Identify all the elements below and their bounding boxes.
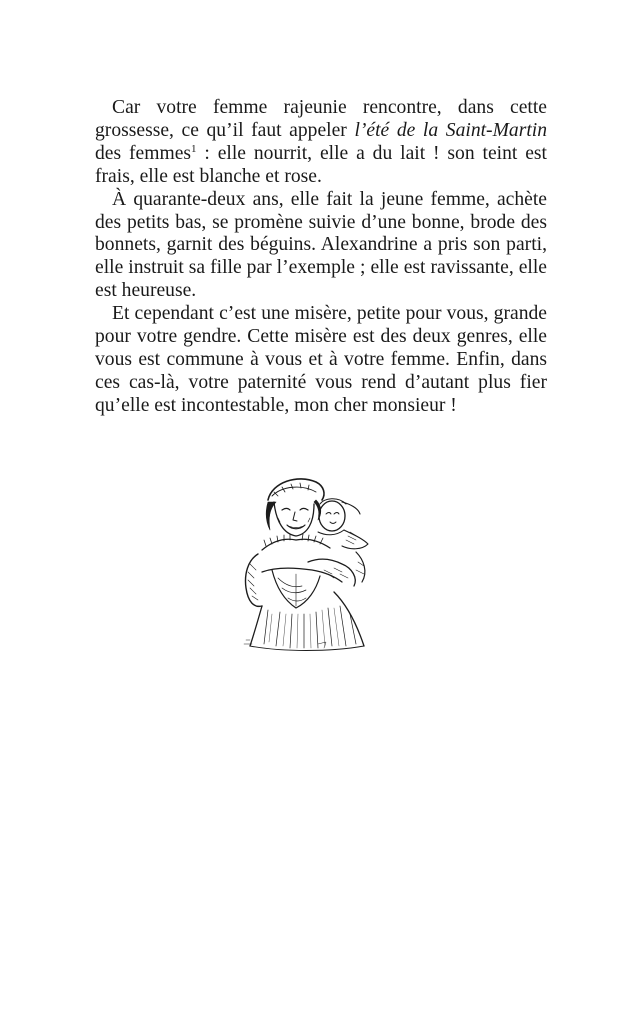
- paragraph-1-tail: : elle nourrit, elle a du lait ! son teint est frais, elle est blanche et rose.: [95, 142, 547, 187]
- paragraph-2: À quarante-deux ans, elle fait la jeune femme, achète des petits bas, se promène suivie d’une bonne, brode des bonnets, garnit des béguins. Alexandrine a pris son parti, elle instruit sa fille par l’exemple ; elle est ravissante, elle est heureuse.: [95, 188, 547, 302]
- paragraph-1: [95, 97, 547, 189]
- paragraph-1-middle: des femmes: [95, 142, 192, 164]
- body-text: [95, 97, 547, 418]
- paragraph-3: Et cependant c’est une misère, petite pour vous, grande pour votre gendre. Cette misère est des deux genres, elle vous est commune à vous et à votre femme. Enfin, dans ces cas-là, votre paternité vous rend d’autant plus fier qu’elle est incontestable, mon cher monsieur !: [95, 303, 547, 416]
- italic-phrase: l’été de la Saint-Martin: [354, 119, 548, 141]
- paragraph-1-lead: Car votre femme rajeunie rencontre, dans cette grossesse, ce qu’il faut appeler: [95, 97, 547, 141]
- woman-with-infant-engraving: [238, 474, 388, 654]
- footnote-marker[interactable]: 1: [191, 142, 197, 155]
- engraving-illustration: [238, 474, 388, 654]
